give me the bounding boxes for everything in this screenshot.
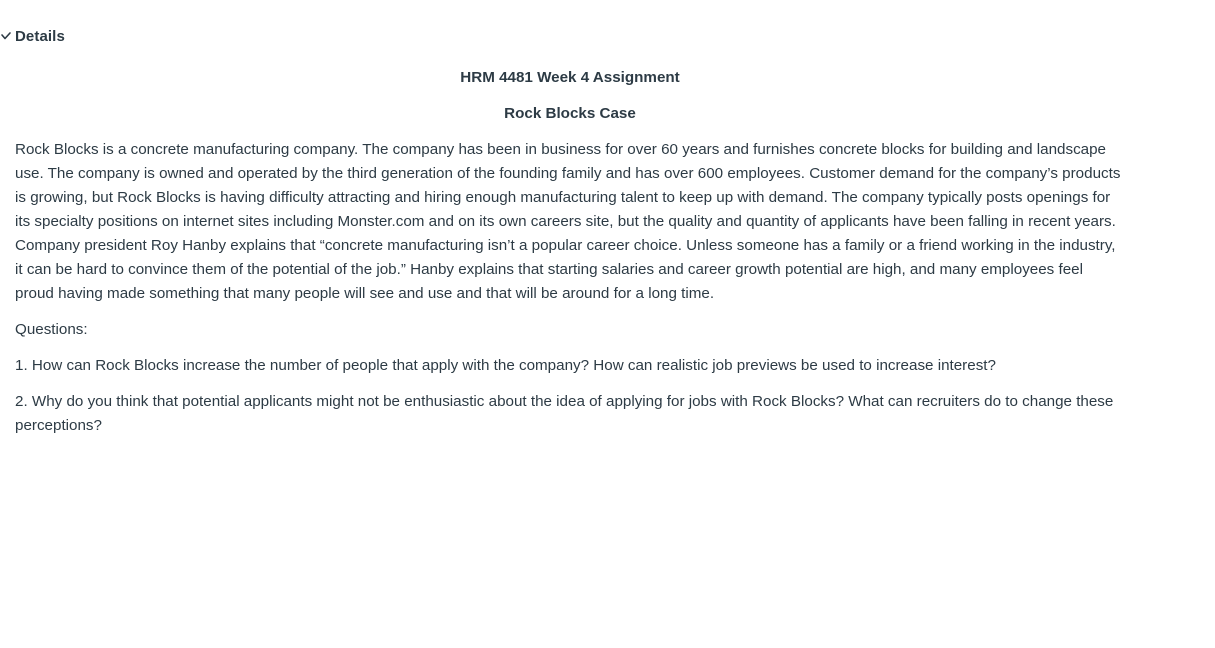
details-toggle[interactable]	[0, 26, 65, 46]
questions-heading: Questions:	[15, 321, 88, 338]
question-item: 2. Why do you think that potential applicants might not be enthusiastic about the idea of applying for jobs with Rock Blocks? What can recruiters do to change these perceptions?	[15, 393, 1114, 434]
assignment-description	[15, 66, 1125, 450]
details-label: Details	[15, 27, 65, 45]
case-title: Rock Blocks Case	[504, 105, 636, 122]
case-paragraph: Rock Blocks is a concrete manufacturing company. The company has been in business for over 60 years and furnishes concrete blocks for building and landscape use. The company is owned and operated by the third generation of the founding family and has over 600 employees. Customer demand for the company’s products is growing, but Rock Blocks is having difficulty attracting and hiring enough manufacturing talent to keep up with demand. The company typically posts openings for its specialty positions on internet sites including Monster.com and on its own careers site, but the quality and quantity of applicants have been falling in recent years. Company president Roy Hanby explains that “concrete manufacturing isn’t a popular career choice. Unless someone has a family or a friend working in the industry, it can be hard to convince them of the potential of the job.” Hanby explains that starting salaries and career growth potential are high, and many employees feel proud having made something that many people will see and use and that will be around for a long time.	[15, 141, 1121, 302]
assignment-title: HRM 4481 Week 4 Assignment	[460, 69, 680, 86]
chevron-down-icon	[0, 26, 12, 46]
question-item: 1. How can Rock Blocks increase the number of people that apply with the company? How can realistic job previews be used to increase interest?	[15, 357, 996, 374]
